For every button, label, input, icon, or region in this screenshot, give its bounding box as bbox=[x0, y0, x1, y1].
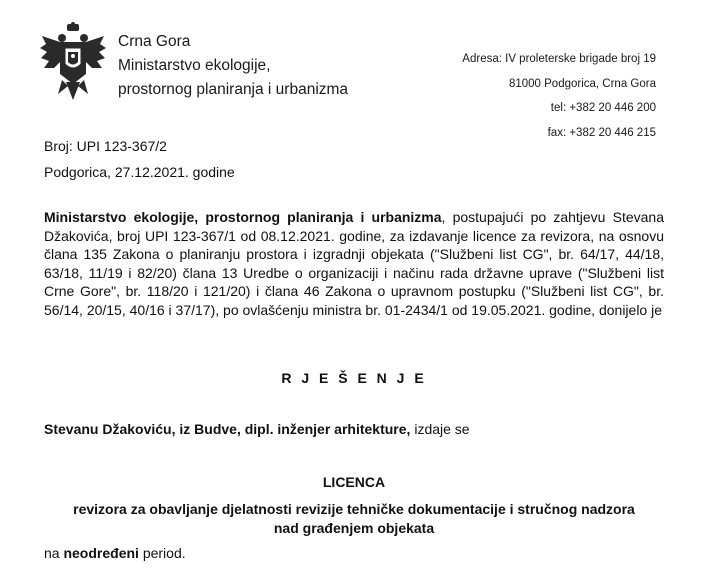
period-post: period. bbox=[138, 545, 186, 561]
intro-text: , postupajući po zahtjevu Stevana Džakovića, broj UPI 123-367/1 od 08.12.2021. godine, za izdavanje licence za revizora, na osnovu člana 135 Zakona o planiranju prostora i izgradnji objekata ("Službeni list CG", br. 64/17, 44/18, 63/18, 11/19 i 82/20) člana 13 Uredbe o organizaciji i načinu rada državne uprave ("Službeni list Crne Gore", br. 118/20 i 121/20) i člana 46 Zakona o upravnom postupku ("Službeni list CG", br. 56/14, 20/15, 40/16 i 37/17), po ovlašćenju ministra br. 01-2434/1 od 19.05.2021. godine, donijelo je bbox=[44, 209, 665, 318]
fax-line: fax: +382 20 446 215 bbox=[547, 126, 656, 139]
recipient-line bbox=[44, 421, 470, 437]
ministry-letterhead bbox=[118, 30, 348, 102]
period-line bbox=[44, 545, 186, 561]
ministry-name-line2: prostornog planiranja i urbanizma bbox=[118, 81, 349, 98]
recipient-bold: Stevanu Džakoviću, iz Budve, dipl. inženjer arhitekture, bbox=[44, 421, 411, 437]
address-line: Adresa: IV proleterske brigade broj 19 bbox=[462, 53, 656, 65]
intro-paragraph bbox=[44, 208, 664, 320]
period-pre: na bbox=[44, 545, 64, 561]
place-and-date: Podgorica, 27.12.2021. godine bbox=[44, 164, 235, 180]
period-bold: neodređeni bbox=[63, 545, 139, 561]
license-description-line2: nad građenjem objekata bbox=[273, 520, 435, 536]
phone-line: tel: +382 20 446 200 bbox=[550, 102, 656, 114]
license-description-line1: revizora za obavljanje djelatnosti revizije tehničke dokumentacije i stručnog nadzora bbox=[73, 501, 635, 517]
license-title: LICENCA bbox=[322, 474, 386, 490]
recipient-rest: izdaje se bbox=[410, 421, 470, 437]
ministry-name-line1: Ministarstvo ekologije, bbox=[118, 57, 271, 74]
city-line: 81000 Podgorica, Crna Gora bbox=[508, 77, 656, 90]
document-number: Broj: UPI 123-367/2 bbox=[44, 138, 167, 154]
intro-bold-ministry: Ministarstvo ekologije, prostornog planiranja i urbanizma bbox=[44, 209, 442, 225]
decision-title: R J E Š E N J E bbox=[281, 370, 427, 386]
contact-block bbox=[462, 47, 656, 145]
coat-of-arms-logo bbox=[38, 22, 108, 104]
country-name: Crna Gora bbox=[118, 33, 191, 50]
